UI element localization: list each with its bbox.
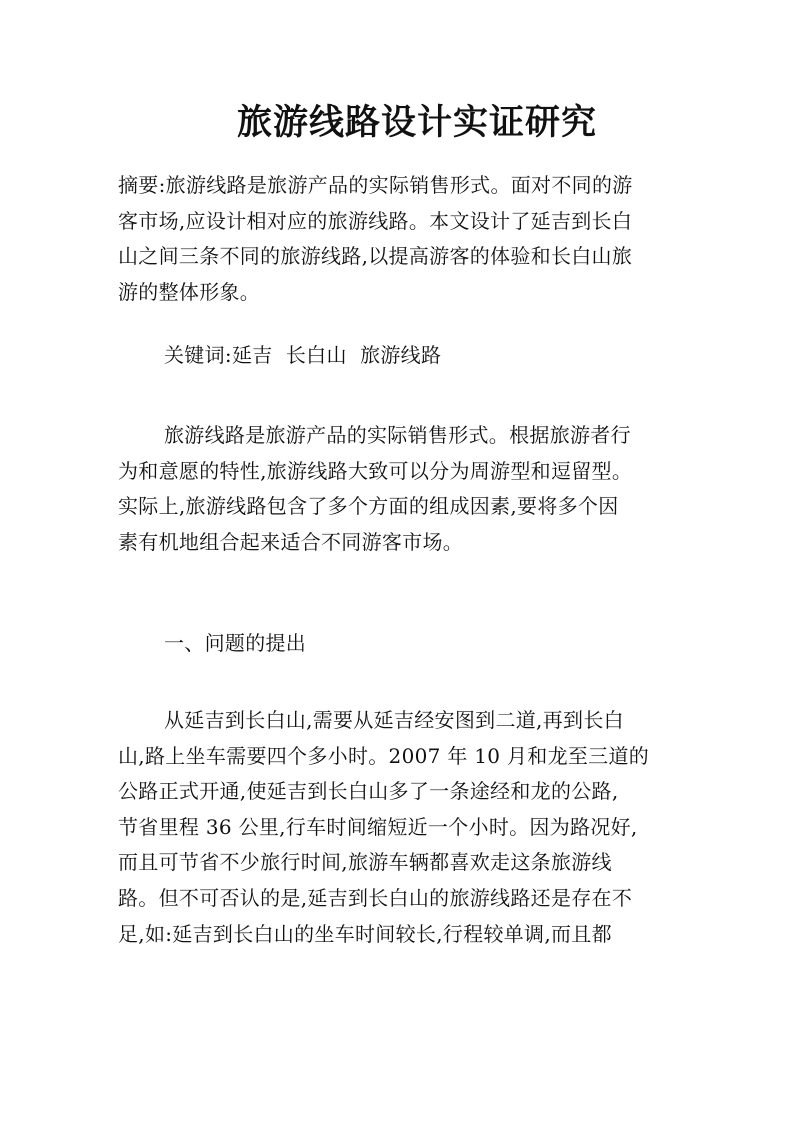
section-heading-text: 一、问题的提出 bbox=[164, 631, 307, 655]
abstract-line: 游的整体形象。 bbox=[118, 279, 261, 304]
problem-paragraph bbox=[118, 703, 678, 952]
paragraph-line: 路。但不可否认的是,延吉到长白山的旅游线路还是存在不 bbox=[118, 885, 633, 910]
abstract-section bbox=[118, 168, 678, 310]
paragraph-line: 实际上,旅游线路包含了多个方面的组成因素,要将多个因 bbox=[118, 494, 619, 519]
paragraph-line: 为和意愿的特性,旅游线路大致可以分为周游型和逗留型。 bbox=[118, 458, 633, 483]
keywords-line: 关键词:延吉 长白山 旅游线路 bbox=[164, 343, 442, 367]
abstract-line: 客市场,应设计相对应的旅游线路。本文设计了延吉到长白 bbox=[118, 208, 633, 233]
keywords-section bbox=[118, 338, 678, 374]
paragraph-line: 而且可节省不少旅行时间,旅游车辆都喜欢走这条旅游线 bbox=[118, 850, 612, 875]
document-title: 旅游线路设计实证研究 bbox=[236, 102, 597, 143]
paragraph-line: 足,如:延吉到长白山的坐车时间较长,行程较单调,而且都 bbox=[118, 921, 612, 946]
intro-paragraph bbox=[118, 418, 678, 560]
abstract-line: 摘要:旅游线路是旅游产品的实际销售形式。面对不同的游 bbox=[118, 173, 633, 197]
abstract-line: 山之间三条不同的旅游线路,以提高游客的体验和长白山旅 bbox=[118, 244, 633, 269]
paragraph-line: 旅游线路是旅游产品的实际销售形式。根据旅游者行 bbox=[164, 423, 631, 447]
paragraph-line: 素有机地组合起来适合不同游客市场。 bbox=[118, 529, 464, 554]
paragraph-line: 从延吉到长白山,需要从延吉经安图到二道,再到长白 bbox=[164, 708, 624, 732]
paragraph-line: 节省里程 36 公里,行车时间缩短近一个小时。因为路况好, bbox=[118, 814, 638, 839]
section-heading bbox=[118, 626, 678, 662]
paragraph-line: 公路正式开通,使延吉到长白山多了一条途经和龙的公路, bbox=[118, 779, 619, 804]
paragraph-line: 山,路上坐车需要四个多小时。2007 年 10 月和龙至三道的 bbox=[118, 743, 650, 768]
